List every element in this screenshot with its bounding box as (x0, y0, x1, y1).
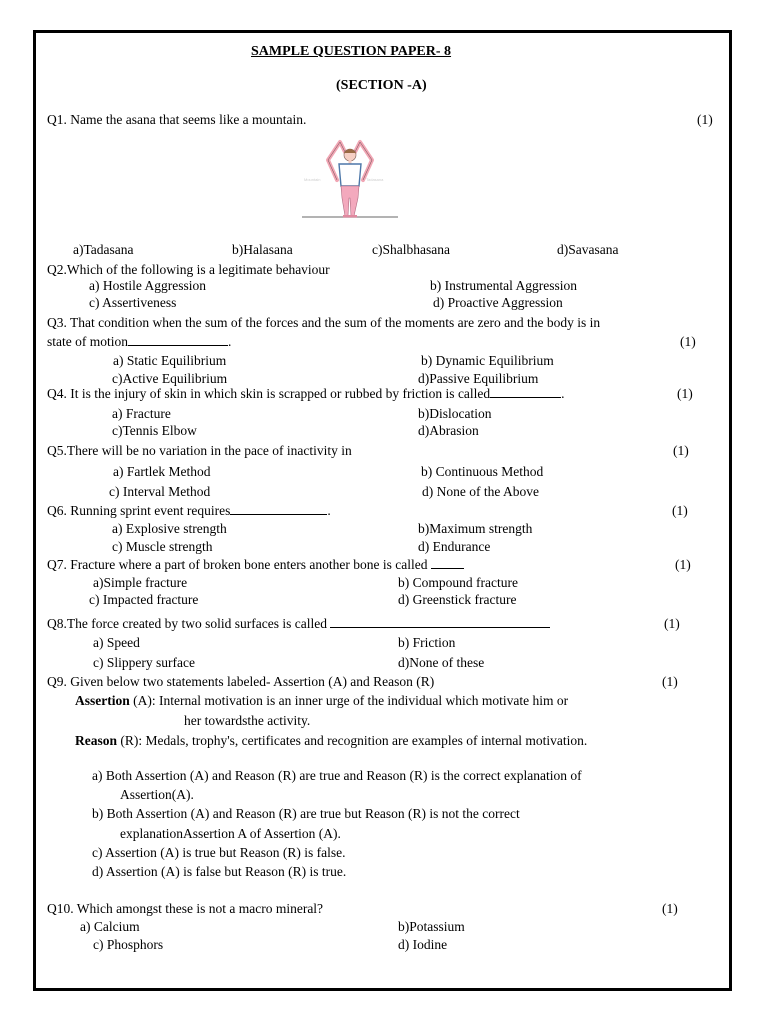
section-heading: (SECTION -A) (336, 78, 427, 93)
q3-text-line2: state of motion . (47, 334, 232, 349)
q4-text: Q4. It is the injury of skin in which skin is scrapped or rubbed by friction is called . (47, 386, 565, 401)
q9-text: Q9. Given below two statements labeled- Assertion (A) and Reason (R) (47, 674, 435, 689)
q5-option-a: a) Fartlek Method (113, 464, 211, 479)
q8-text: Q8.The force created by two solid surfaces is called (47, 616, 550, 632)
q4-option-b: b)Dislocation (418, 406, 492, 421)
q8-option-d: d)None of these (398, 655, 485, 670)
q5-option-d: d) None of the Above (422, 484, 539, 499)
q9-option-b-line2: explanationAssertion A of Assertion (A). (120, 826, 341, 841)
q8-marks: (1) (664, 616, 680, 631)
q6-option-c: c) Muscle strength (112, 539, 213, 554)
q2-text: Q2.Which of the following is a legitimate behaviour (47, 262, 330, 277)
q9-option-c: c) Assertion (A) is true but Reason (R) is false. (92, 845, 346, 860)
q6-option-a: a) Explosive strength (112, 521, 227, 536)
q4-option-d: d)Abrasion (418, 423, 479, 438)
q7-text: Q7. Fracture where a part of broken bone enters another bone is called (47, 557, 464, 573)
svg-text:Mountain: Mountain (304, 177, 321, 182)
q6-marks: (1) (672, 503, 688, 518)
q7-option-b: b) Compound fracture (398, 575, 518, 590)
q9-option-a-line1: a) Both Assertion (A) and Reason (R) are true and Reason (R) is the correct explanation of (92, 768, 582, 783)
q2-option-b: b) Instrumental Aggression (430, 278, 577, 293)
q7-marks: (1) (675, 557, 691, 572)
q4-marks: (1) (677, 386, 693, 401)
q1-option-d: d)Savasana (557, 242, 619, 257)
q6-blank (230, 503, 327, 515)
q10-marks: (1) (662, 901, 678, 916)
q5-option-c: c) Interval Method (109, 484, 211, 499)
q3-option-b: b) Dynamic Equilibrium (421, 353, 554, 368)
q10-option-c: c) Phosphors (93, 937, 164, 952)
q2-option-c: c) Assertiveness (89, 295, 177, 310)
q6-text: Q6. Running sprint event requires . (47, 503, 331, 518)
q1-option-b: b)Halasana (232, 242, 293, 257)
q9-assertion-line2: her towardsthe activity. (184, 713, 311, 728)
tadasana-figure (300, 138, 400, 220)
q4-option-c: c)Tennis Elbow (112, 423, 197, 438)
paper-title: SAMPLE QUESTION PAPER- 8 (251, 44, 452, 59)
q9-marks: (1) (662, 674, 678, 689)
q7-option-a: a)Simple fracture (93, 575, 188, 590)
q10-text: Q10. Which amongst these is not a macro mineral? (47, 901, 324, 916)
svg-text:Tadasana: Tadasana (366, 177, 384, 182)
q7-blank (431, 557, 464, 569)
q1-option-a: a)Tadasana (73, 242, 134, 257)
q6-option-b: b)Maximum strength (418, 521, 533, 536)
q1-marks: (1) (697, 112, 713, 127)
q8-option-b: b) Friction (398, 635, 456, 650)
q7-option-c: c) Impacted fracture (89, 592, 199, 607)
q3-text-line1: Q3. That condition when the sum of the forces and the sum of the moments are zero and the body is in (47, 315, 601, 330)
q7-option-d: d) Greenstick fracture (398, 592, 517, 607)
q3-option-c: c)Active Equilibrium (112, 371, 228, 386)
q3-option-d: d)Passive Equilibrium (418, 371, 539, 386)
q8-option-c: c) Slippery surface (93, 655, 195, 670)
q9-option-d: d) Assertion (A) is false but Reason (R) is true. (92, 864, 347, 879)
q5-option-b: b) Continuous Method (421, 464, 544, 479)
q3-blank (128, 334, 228, 346)
q8-blank (330, 616, 550, 628)
q9-option-b-line1: b) Both Assertion (A) and Reason (R) are true but Reason (R) is not the correct (92, 806, 520, 821)
q2-option-a: a) Hostile Aggression (89, 278, 206, 293)
q2-option-d: d) Proactive Aggression (433, 295, 563, 310)
q1-option-c: c)Shalbhasana (372, 242, 450, 257)
q8-option-a: a) Speed (93, 635, 140, 650)
q10-option-b: b)Potassium (398, 919, 465, 934)
q9-option-a-line2: Assertion(A). (120, 787, 194, 802)
q9-reason: Reason (R): Medals, trophy's, certificates and recognition are examples of internal motivation. (75, 733, 588, 748)
q6-option-d: d) Endurance (418, 539, 491, 554)
q5-marks: (1) (673, 443, 689, 458)
q3-marks: (1) (680, 334, 696, 349)
q5-text: Q5.There will be no variation in the pace of inactivity in (47, 443, 352, 458)
q1-text: Q1. Name the asana that seems like a mountain. (47, 112, 307, 127)
q4-blank (490, 386, 561, 398)
q9-assertion-line1: Assertion (A): Internal motivation is an inner urge of the individual which motivate him or (75, 693, 569, 708)
q3-option-a: a) Static Equilibrium (113, 353, 227, 368)
q10-option-a: a) Calcium (80, 919, 140, 934)
q4-option-a: a) Fracture (112, 406, 171, 421)
q10-option-d: d) Iodine (398, 937, 448, 952)
